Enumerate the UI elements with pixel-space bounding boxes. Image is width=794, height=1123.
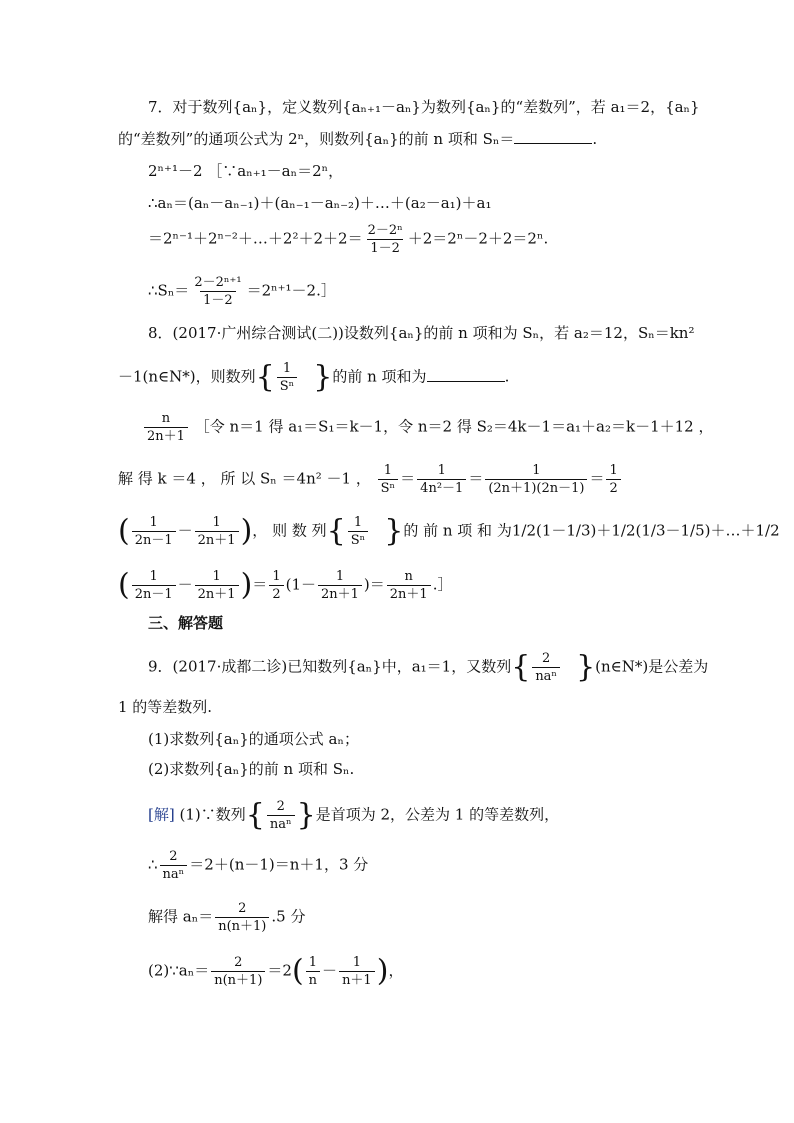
problem-7-solution-2: ∴aₙ＝(aₙ－aₙ₋₁)＋(aₙ₋₁－aₙ₋₂)＋…＋(a₂－a₁)＋a₁ <box>148 194 492 212</box>
problem-8-line-2 <box>118 360 509 395</box>
solution-line-4 <box>148 954 403 989</box>
numerator: 1 <box>353 515 363 530</box>
sn-label: ∴Sₙ＝ <box>148 281 190 300</box>
numerator: 1 <box>383 463 393 478</box>
right-brace: } <box>384 513 404 549</box>
solution-text: (2)∵aₙ＝ <box>148 961 210 980</box>
problem-8-line-1: 8．(2017·广州综合测试(二))设数列{aₙ}的前 n 项和为 Sₙ，若 a₂＝12，Sₙ＝kn² <box>148 324 695 342</box>
fraction <box>215 900 269 935</box>
numerator: 1 <box>282 361 292 376</box>
fraction <box>606 462 620 497</box>
denominator: naⁿ <box>532 667 560 685</box>
fraction <box>378 462 399 497</box>
bracket-end: .］ <box>432 575 453 594</box>
problem-8-text-2: 的前 n 项和为 <box>332 367 427 386</box>
minus: － <box>177 575 193 594</box>
comma: ， <box>388 961 404 980</box>
denominator: 2 <box>606 479 620 497</box>
numerator: 2－2ⁿ <box>367 223 403 238</box>
series-term-2: ＋1/2(1/3－1/5)＋… <box>596 521 741 540</box>
score-note: .5 分 <box>271 907 306 926</box>
equals: ＝ <box>468 469 484 488</box>
problem-8-solution-1 <box>142 410 713 445</box>
denominator: Sⁿ <box>378 479 399 497</box>
equals: ＝ <box>400 469 416 488</box>
numerator: 2 <box>169 849 178 864</box>
fraction <box>160 848 188 883</box>
answer-blank <box>514 129 592 144</box>
numerator: 1 <box>272 569 281 584</box>
solution-text: (1)∵数列 <box>179 805 246 824</box>
denominator: (2n＋1)(2n－1) <box>485 479 587 497</box>
sn-result: ＝2ⁿ⁺¹－2.］ <box>246 281 336 300</box>
period: . <box>504 367 510 386</box>
problem-8-solution-2 <box>118 462 623 497</box>
fraction <box>195 514 239 549</box>
fraction <box>365 222 406 257</box>
answer-fraction <box>144 410 188 445</box>
denominator: 2n－1 <box>132 531 176 549</box>
equals-two: ＝2 <box>267 961 292 980</box>
numerator: 1 <box>212 569 221 584</box>
problem-9-line-2: 1 的等差数列. <box>118 698 213 716</box>
fraction <box>191 274 244 309</box>
denominator: 2n－1 <box>132 585 176 603</box>
period: . <box>592 130 598 148</box>
solution-text: ［令 n＝1 得 a₁＝S₁＝k－1，令 n＝2 得 S₂＝4k－1＝a₁＋a₂＝k－1＋12 ， <box>194 417 714 436</box>
solution-text: 解得 aₙ＝ <box>148 907 214 926</box>
solution-text: ＝2＋(n－1)＝n＋1，3 分 <box>189 855 369 874</box>
problem-9-text: 9．(2017·成都二诊)已知数列{aₙ}中，a₁＝1，又数列 <box>148 657 512 676</box>
right-paren: ) <box>240 513 253 549</box>
fraction <box>269 568 283 603</box>
sum-result: ＋2＝2ⁿ－2＋2＝2ⁿ. <box>407 229 549 248</box>
solution-line-1 <box>148 798 559 833</box>
denominator: n <box>306 971 320 989</box>
denominator: 1－2 <box>367 239 403 257</box>
solution-text: ， 则 数 列 <box>252 521 327 540</box>
fraction <box>132 514 176 549</box>
left-paren: ( <box>291 953 304 989</box>
fraction <box>267 798 295 833</box>
series-term-3: ＋1/2 <box>740 521 780 540</box>
numerator: 2 <box>238 901 247 916</box>
left-brace: { <box>511 649 531 685</box>
problem-7-question: 的“差数列”的通项公式为 2ⁿ，则数列{aₙ}的前 n 项和 Sₙ＝ <box>118 130 515 148</box>
series-term-1: 1/2(1－1/3) <box>511 521 597 540</box>
solution-text-2: 是首项为 2，公差为 1 的等差数列， <box>315 805 560 824</box>
numerator: 1 <box>609 463 618 478</box>
minus: － <box>322 961 338 980</box>
denominator: Sⁿ <box>277 377 298 395</box>
answer-blank <box>427 367 505 382</box>
question-2: (2)求数列{aₙ}的前 n 项和 Sₙ. <box>148 760 355 778</box>
left-paren: ( <box>118 513 130 549</box>
solution-text: 解 得 k ＝4 ， 所 以 Sₙ ＝4n² －1 ， <box>118 469 371 488</box>
right-brace: } <box>313 359 333 395</box>
problem-8-text: －1(n∈N*)，则数列 <box>118 367 256 386</box>
denominator: 4n²－1 <box>417 479 466 497</box>
problem-7-solution-3 <box>148 222 548 257</box>
fraction <box>485 462 587 497</box>
numerator: 1 <box>149 569 158 584</box>
denominator: n＋1 <box>339 971 375 989</box>
fraction <box>277 360 298 395</box>
solution-label: [解] <box>148 805 175 824</box>
denominator: n(n＋1) <box>211 971 265 989</box>
denominator: naⁿ <box>267 815 295 833</box>
problem-9-text-2: (n∈N*)是公差为 <box>595 657 709 676</box>
fraction <box>195 568 239 603</box>
denominator: 1－2 <box>200 291 236 309</box>
denominator: 2n＋1 <box>387 585 431 603</box>
fraction <box>417 462 466 497</box>
numerator: n <box>404 569 413 584</box>
fraction <box>306 954 320 989</box>
section-heading: 三、解答题 <box>148 614 224 632</box>
numerator: n <box>161 411 171 426</box>
denominator: n(n＋1) <box>215 917 269 935</box>
numerator: 2 <box>234 955 243 970</box>
fraction <box>211 954 265 989</box>
sum-expression: ＝2ⁿ⁻¹＋2ⁿ⁻²＋…＋2²＋2＋2＝ <box>148 229 363 248</box>
numerator: 2 <box>542 651 551 666</box>
numerator: 1 <box>352 955 362 970</box>
problem-7-line-2 <box>118 128 597 150</box>
solution-line-2 <box>148 848 368 883</box>
fraction <box>387 568 431 603</box>
equals: ＝ <box>589 469 605 488</box>
problem-7-solution-4 <box>148 274 336 309</box>
left-brace: { <box>326 513 346 549</box>
numerator: 1 <box>212 515 221 530</box>
problem-7-line-1: 7．对于数列{aₙ}，定义数列{aₙ₊₁－aₙ}为数列{aₙ}的“差数列”，若 a₁＝2，{aₙ} <box>148 98 700 116</box>
fraction <box>132 568 176 603</box>
left-brace: { <box>255 359 275 395</box>
fraction <box>348 514 369 549</box>
numerator: 1 <box>532 463 541 478</box>
fraction <box>318 568 362 603</box>
numerator: 2－2ⁿ⁺¹ <box>194 275 242 290</box>
problem-9-line-1 <box>148 650 708 685</box>
right-paren: ) <box>376 953 389 989</box>
fraction <box>339 954 375 989</box>
denominator: 2n＋1 <box>195 531 239 549</box>
therefore: ∴ <box>148 855 158 874</box>
fraction <box>532 650 560 685</box>
problem-8-solution-3 <box>118 514 780 549</box>
denominator: 2n＋1 <box>144 427 188 445</box>
right-brace: } <box>296 797 316 833</box>
solution-line-3 <box>148 900 305 935</box>
left-brace: { <box>245 797 265 833</box>
left-paren: ( <box>118 567 130 603</box>
numerator: 1 <box>437 463 446 478</box>
problem-7-solution-1: 2ⁿ⁺¹－2 ［∵aₙ₊₁－aₙ＝2ⁿ， <box>148 162 344 180</box>
solution-text: 的 前 n 项 和 为 <box>403 521 512 540</box>
denominator: Sⁿ <box>348 531 369 549</box>
paren-close: )＝ <box>363 575 385 594</box>
denominator: naⁿ <box>160 865 188 883</box>
equals: ＝ <box>252 575 268 594</box>
numerator: 1 <box>149 515 158 530</box>
minus: － <box>177 521 193 540</box>
question-1: (1)求数列{aₙ}的通项公式 aₙ； <box>148 730 359 748</box>
right-brace: } <box>576 649 596 685</box>
numerator: 1 <box>308 955 317 970</box>
problem-8-solution-4 <box>118 568 452 603</box>
denominator: 2n＋1 <box>318 585 362 603</box>
paren-open: (1－ <box>285 575 316 594</box>
denominator: 2n＋1 <box>195 585 239 603</box>
numerator: 2 <box>276 799 285 814</box>
numerator: 1 <box>335 569 345 584</box>
denominator: 2 <box>269 585 283 603</box>
right-paren: ) <box>240 567 253 603</box>
